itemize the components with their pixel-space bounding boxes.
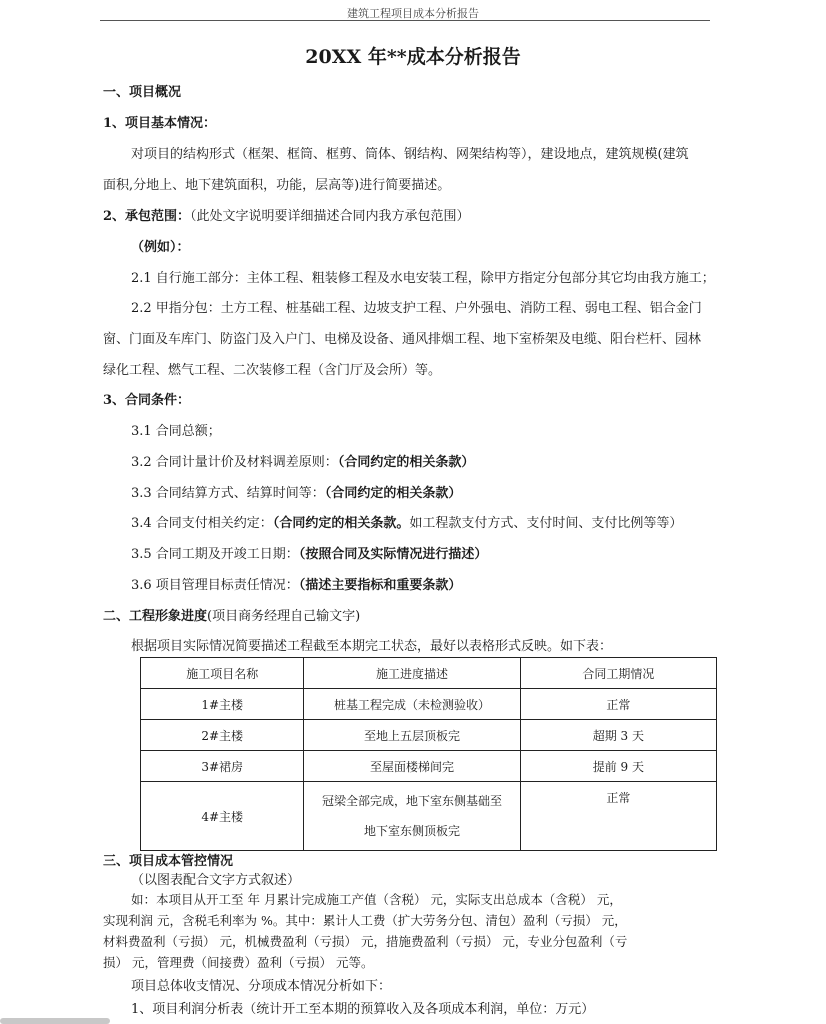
contract-3-3 bbox=[131, 482, 461, 501]
item-2-2-line-3: 绿化工程、燃气工程、二次装修工程（含门厅及会所）等。 bbox=[103, 363, 442, 378]
basic-info-line-2: 面积,分地上、地下建筑面积，功能，层高等)进行简要描述。 bbox=[103, 178, 451, 193]
cell-progress: 桩基工程完成（未检测验收） bbox=[304, 689, 520, 720]
cell-progress: 至屋面楼梯间完 bbox=[304, 751, 520, 782]
contract-3-6-note: （描述主要指标和重要条款） bbox=[298, 578, 462, 593]
scroll-indicator[interactable] bbox=[0, 1018, 110, 1024]
table-row bbox=[141, 720, 717, 751]
cell-progress-line-2: 地下室东侧顶板完 bbox=[364, 824, 461, 838]
cost-paragraph-line-2: 实现利润 元，含税毛利率为 %。其中：累计人工费（扩大劳务分包、清包）盈利（亏损） 元， bbox=[103, 913, 627, 928]
cost-paragraph-line-4: 损） 元，管理费（间接费）盈利（亏损） 元等。 bbox=[103, 955, 374, 970]
item-2-2-line-2: 窗、门面及车库门、防盗门及入户门、电梯及设备、通风排烟工程、地下室桥架及电缆、阳台栏杆、园林 bbox=[103, 332, 702, 347]
cost-paragraph-line-3: 材料费盈利（亏损） 元，机械费盈利（亏损） 元，措施费盈利（亏损） 元，专业分包盈利（亏 bbox=[103, 934, 628, 949]
contract-3-4-note: （合同约定的相关条款。 bbox=[272, 516, 410, 531]
contract-3-2-text: 3.2 合同计量计价及材料调差原则： bbox=[131, 455, 338, 470]
contract-3-4 bbox=[131, 512, 682, 531]
contract-3-2-note: （合同约定的相关条款） bbox=[337, 455, 475, 470]
header-rule bbox=[100, 20, 710, 21]
profit-table-caption: 1、项目利润分析表（统计开工至本期的预算收入及各项成本利润，单位：万元） bbox=[131, 1002, 595, 1017]
contract-3-6-text: 3.6 项目管理目标责任情况： bbox=[131, 578, 299, 593]
cell-name: 4#主楼 bbox=[141, 782, 304, 851]
contract-3-2 bbox=[131, 451, 474, 470]
cell-progress: 至地上五层顶板完 bbox=[304, 720, 520, 751]
cell-name: 3#裙房 bbox=[141, 751, 304, 782]
contract-3-6 bbox=[131, 574, 461, 593]
item-2-1: 2.1 自行施工部分：主体工程、粗装修工程及水电安装工程，除甲方指定分包部分其它均由我方施工； bbox=[131, 271, 715, 286]
section-1-heading: 一、项目概况 bbox=[103, 85, 182, 100]
header-schedule: 合同工期情况 bbox=[520, 658, 716, 689]
document-title: 20XX 年**成本分析报告 bbox=[305, 46, 521, 68]
contract-3-5 bbox=[131, 543, 487, 562]
basic-info-line-1: 对项目的结构形式（框架、框筒、框剪、筒体、钢结构、网架结构等），建设地点，建筑规模(建筑 bbox=[131, 147, 689, 162]
cell-status: 超期 3 天 bbox=[520, 720, 716, 751]
section-2-intro: 根据项目实际情况简要描述工程截至本期完工状态，最好以表格形式反映。如下表： bbox=[131, 639, 613, 654]
contract-3-3-note: （合同约定的相关条款） bbox=[324, 486, 462, 501]
contract-heading: 3、合同条件： bbox=[103, 393, 191, 408]
header-project-name: 施工项目名称 bbox=[141, 658, 304, 689]
contract-3-3-text: 3.3 合同结算方式、结算时间等： bbox=[131, 486, 325, 501]
progress-table bbox=[140, 657, 717, 851]
section-3-heading: 三、项目成本管控情况 bbox=[103, 854, 234, 869]
cell-progress bbox=[304, 782, 520, 851]
cost-summary-intro: 项目总体收支情况、分项成本情况分析如下： bbox=[131, 979, 392, 994]
table-row bbox=[141, 751, 717, 782]
contract-3-1: 3.1 合同总额； bbox=[131, 424, 221, 439]
cell-name: 2#主楼 bbox=[141, 720, 304, 751]
item-2-2-line-1: 2.2 甲指分包：土方工程、桩基础工程、边坡支护工程、户外强电、消防工程、弱电工程、铝合金门 bbox=[131, 301, 702, 316]
table-header-row bbox=[141, 658, 717, 689]
contract-3-5-text: 3.5 合同工期及开竣工日期： bbox=[131, 547, 299, 562]
scope-heading: 2、承包范围： bbox=[103, 209, 191, 224]
contract-3-4-text: 3.4 合同支付相关约定： bbox=[131, 516, 273, 531]
cell-name: 1#主楼 bbox=[141, 689, 304, 720]
basic-info-heading: 1、项目基本情况： bbox=[103, 116, 217, 131]
cell-progress-line-1: 冠梁全部完成，地下室东侧基础至 bbox=[322, 794, 503, 808]
cost-paragraph-line-1: 如：本项目从开工至 年 月累计完成施工产值（含税） 元，实际支出总成本（含税） 元， bbox=[131, 892, 622, 907]
section-3-note: （以图表配合文字方式叙述） bbox=[131, 873, 301, 888]
table-row bbox=[141, 782, 717, 851]
contract-3-4-detail: 如工程款支付方式、支付时间、支付比例等等） bbox=[409, 516, 683, 531]
contract-3-5-note: （按照合同及实际情况进行描述） bbox=[298, 547, 488, 562]
cell-status: 正常 bbox=[520, 782, 716, 851]
section-2-heading-note: (项目商务经理自己输文字) bbox=[207, 609, 361, 624]
cell-status: 提前 9 天 bbox=[520, 751, 716, 782]
scope-note: （此处文字说明要详细描述合同内我方承包范围） bbox=[190, 209, 470, 224]
cell-status: 正常 bbox=[520, 689, 716, 720]
scope-line bbox=[103, 205, 470, 224]
table-row bbox=[141, 689, 717, 720]
header-progress: 施工进度描述 bbox=[304, 658, 520, 689]
example-label: （例如）： bbox=[131, 240, 190, 255]
section-2-heading-line bbox=[103, 605, 360, 624]
running-header: 建筑工程项目成本分析报告 bbox=[347, 7, 479, 20]
section-2-heading: 二、工程形象进度 bbox=[103, 609, 208, 624]
